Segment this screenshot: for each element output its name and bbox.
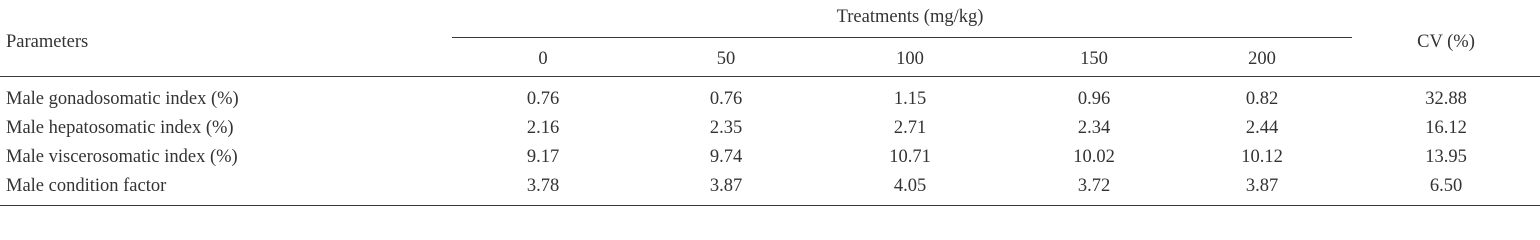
table-cell: 2.44 [1245, 118, 1279, 138]
row-label: Male gonadosomatic index (%) [6, 89, 239, 109]
table-cell: 0.76 [709, 89, 743, 109]
table-cell: 0.76 [526, 89, 560, 109]
cv-cell: 32.88 [1425, 89, 1467, 109]
table-bottom-rule [0, 205, 1540, 206]
table-cell: 3.87 [709, 176, 743, 196]
table-cell: 9.17 [526, 147, 560, 167]
table-cell: 3.72 [1077, 176, 1111, 196]
table-cell: 0.82 [1245, 89, 1279, 109]
dose-100: 100 [896, 49, 924, 69]
table-cell: 2.16 [526, 118, 560, 138]
table-cell: 10.02 [1073, 147, 1115, 167]
dose-150: 150 [1080, 49, 1108, 69]
table-cell: 2.35 [709, 118, 743, 138]
row-label: Male viscerosomatic index (%) [6, 147, 238, 167]
table-cell: 1.15 [893, 89, 927, 109]
dose-50: 50 [716, 49, 736, 69]
row-label: Male hepatosomatic index (%) [6, 118, 234, 138]
table-cell: 3.78 [526, 176, 560, 196]
header-parameters: Parameters [6, 32, 89, 52]
dose-0: 0 [538, 49, 548, 69]
dose-200: 200 [1248, 49, 1276, 69]
treatments-underline [452, 37, 1352, 38]
table-cell: 0.96 [1077, 89, 1111, 109]
table-cell: 10.12 [1241, 147, 1283, 167]
table-cell: 10.71 [889, 147, 931, 167]
header-cv: CV (%) [1417, 32, 1475, 52]
cv-cell: 13.95 [1425, 147, 1467, 167]
row-label: Male condition factor [6, 176, 167, 196]
table-cell: 4.05 [893, 176, 927, 196]
table-cell: 9.74 [709, 147, 743, 167]
header-treatments: Treatments (mg/kg) [836, 7, 984, 27]
cv-cell: 6.50 [1429, 176, 1463, 196]
table-cell: 2.34 [1077, 118, 1111, 138]
table-cell: 3.87 [1245, 176, 1279, 196]
table-cell: 2.71 [893, 118, 927, 138]
header-bottom-rule [0, 76, 1540, 77]
cv-cell: 16.12 [1425, 118, 1467, 138]
